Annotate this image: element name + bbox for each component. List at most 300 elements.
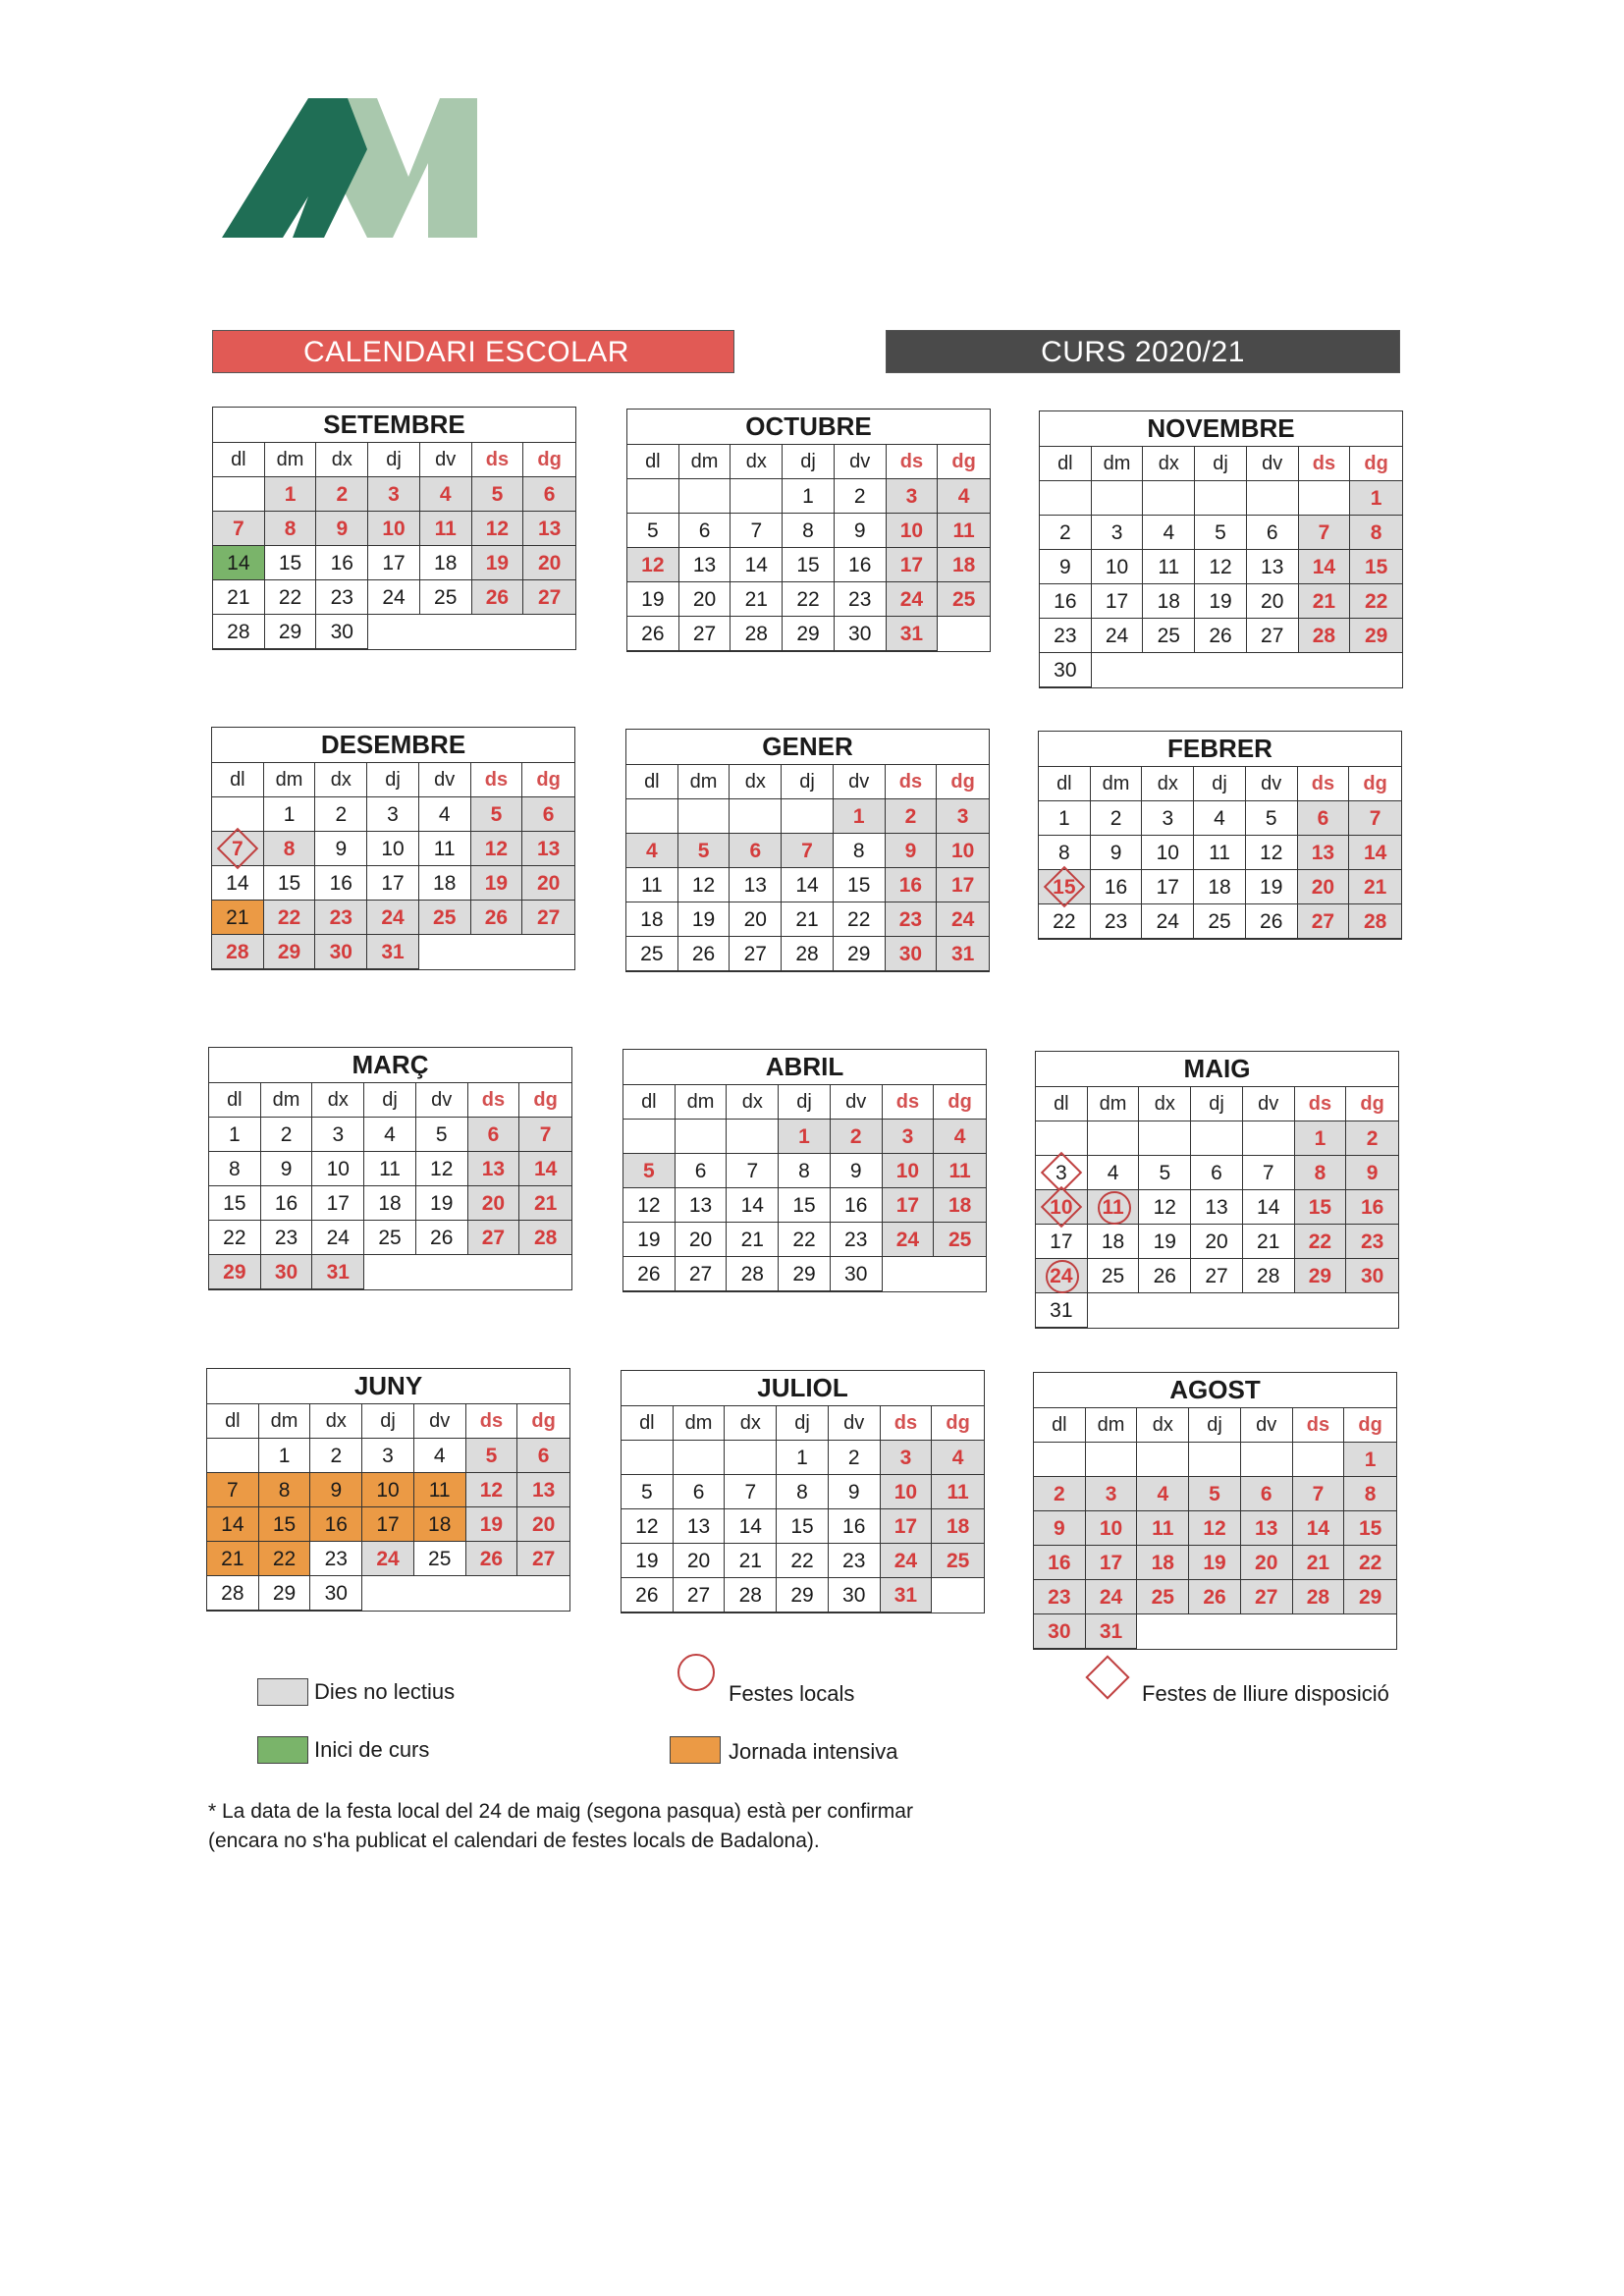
day-number: 23 [329, 906, 352, 929]
day-cell [471, 832, 523, 866]
day-cell [678, 937, 731, 971]
day-cell [1092, 584, 1144, 619]
day-cell [627, 514, 679, 548]
legend-no-lectius-swatch [257, 1678, 308, 1706]
legend-intensiva-swatch [670, 1736, 721, 1764]
day-cell [367, 935, 419, 969]
day-number: 12 [691, 874, 716, 897]
day-cell [1241, 1477, 1293, 1511]
day-number: 19 [1260, 876, 1283, 899]
day-number: 23 [330, 586, 353, 609]
day-cell [835, 514, 887, 548]
day-cell [777, 1578, 829, 1613]
day-number: 15 [272, 1513, 297, 1536]
day-header: dg [932, 1406, 984, 1441]
day-number: 1 [283, 803, 296, 826]
day-cell [316, 477, 368, 512]
day-number: 30 [330, 621, 353, 643]
day-number: 13 [688, 1194, 713, 1217]
day-cell [676, 1257, 728, 1291]
empty-cell [727, 1120, 779, 1154]
day-cell [1344, 1546, 1396, 1580]
day-cell [626, 868, 678, 902]
day-header: dg [1344, 1408, 1396, 1443]
day-cell [829, 1509, 881, 1544]
day-number: 17 [895, 1194, 920, 1217]
day-number: 12 [479, 1479, 504, 1502]
day-cell [1142, 801, 1194, 836]
trailing-empty-cell [1350, 653, 1402, 687]
day-number: 26 [641, 623, 665, 645]
day-cell [1246, 801, 1298, 836]
day-number: 5 [1265, 807, 1277, 830]
day-cell [315, 935, 367, 969]
day-number: 20 [537, 552, 562, 574]
day-cell [1299, 550, 1351, 584]
day-number: 5 [1209, 1483, 1220, 1505]
day-cell [674, 1509, 726, 1544]
day-number: 31 [899, 623, 924, 645]
day-number: 30 [1048, 1620, 1071, 1643]
day-header: dv [419, 763, 471, 797]
trailing-empty-cell [883, 1257, 935, 1291]
day-number: 12 [1203, 1517, 1226, 1540]
day-header: ds [1298, 767, 1350, 801]
day-cell [1088, 1190, 1140, 1225]
day-number: 22 [790, 1550, 814, 1572]
day-number: 25 [951, 588, 976, 611]
day-number: 9 [849, 1160, 862, 1182]
course-banner: CURS 2020/21 [886, 330, 1400, 373]
trailing-empty-cell [519, 1255, 571, 1289]
day-number: 27 [536, 906, 561, 929]
day-cell [265, 546, 317, 580]
day-cell [316, 512, 368, 546]
month-title: JUNY [207, 1369, 569, 1404]
day-number: 17 [326, 1192, 350, 1215]
day-header: dv [1246, 767, 1298, 801]
month-octubre [626, 409, 991, 652]
day-number: 2 [335, 803, 348, 826]
day-number: 24 [1050, 1265, 1073, 1287]
day-cell [523, 580, 575, 615]
day-number: 11 [1152, 1517, 1174, 1540]
day-cell [316, 580, 368, 615]
day-cell [416, 1118, 468, 1152]
day-cell [1195, 550, 1247, 584]
day-number: 31 [893, 1584, 918, 1607]
day-cell [883, 1223, 935, 1257]
day-number: 13 [1261, 556, 1284, 578]
day-cell [883, 1120, 935, 1154]
day-cell [881, 1509, 933, 1544]
day-cell [831, 1120, 883, 1154]
day-number: 19 [484, 872, 509, 895]
day-cell [834, 834, 886, 868]
day-cell [1247, 516, 1299, 550]
day-number: 20 [531, 1513, 556, 1536]
day-cell [1344, 1511, 1396, 1546]
day-number: 7 [1262, 1162, 1274, 1184]
day-number: 9 [335, 838, 348, 860]
day-number: 14 [226, 872, 249, 895]
day-cell [932, 1441, 984, 1475]
day-number: 18 [640, 908, 664, 931]
day-number: 1 [796, 1447, 808, 1469]
month-febrer [1038, 731, 1402, 940]
day-number: 14 [1306, 1517, 1330, 1540]
day-cell [1191, 1259, 1243, 1293]
day-number: 11 [379, 1158, 401, 1180]
day-header: dm [674, 1406, 726, 1441]
day-header: dv [416, 1083, 468, 1118]
day-number: 24 [1105, 625, 1129, 647]
day-number: 10 [1099, 1517, 1123, 1540]
day-cell [261, 1118, 313, 1152]
day-cell [362, 1439, 414, 1473]
day-cell [783, 514, 835, 548]
day-number: 25 [947, 1229, 972, 1251]
day-number: 20 [743, 908, 767, 931]
day-cell [1039, 904, 1091, 939]
day-cell [881, 1441, 933, 1475]
day-cell [1086, 1546, 1138, 1580]
day-cell [468, 1152, 520, 1186]
day-cell [1092, 516, 1144, 550]
day-number: 5 [641, 1481, 653, 1503]
day-number: 7 [1318, 521, 1330, 544]
day-number: 3 [388, 483, 400, 506]
day-cell [829, 1475, 881, 1509]
day-number: 23 [842, 1550, 866, 1572]
month-novembre [1039, 410, 1403, 688]
day-number: 27 [481, 1227, 506, 1249]
day-header: dv [1241, 1408, 1293, 1443]
day-cell [725, 1544, 777, 1578]
day-number: 19 [479, 1513, 504, 1536]
day-number: 10 [1050, 1196, 1073, 1219]
day-number: 21 [744, 588, 768, 611]
day-number: 23 [1054, 625, 1077, 647]
day-number: 13 [692, 554, 717, 576]
day-number: 6 [1260, 1483, 1272, 1505]
logo [220, 94, 481, 242]
day-header: dj [1191, 1087, 1243, 1121]
day-cell [1243, 1156, 1295, 1190]
day-number: 25 [434, 586, 458, 609]
day-cell [1346, 1121, 1398, 1156]
day-header: dl [207, 1404, 259, 1439]
day-cell [937, 937, 989, 971]
day-number: 7 [746, 1160, 759, 1182]
day-number: 19 [1209, 590, 1232, 613]
day-cell [1142, 870, 1194, 904]
day-header: dg [1350, 447, 1402, 481]
day-cell [419, 866, 471, 901]
day-number: 3 [956, 805, 969, 828]
day-cell [831, 1154, 883, 1188]
day-cell [1091, 836, 1143, 870]
legend-inici-label: Inici de curs [314, 1737, 430, 1762]
day-number: 30 [898, 943, 923, 965]
day-number: 2 [336, 483, 349, 506]
day-cell [517, 1542, 569, 1576]
day-cell [259, 1576, 311, 1611]
day-number: 19 [1203, 1552, 1226, 1574]
day-number: 28 [533, 1227, 558, 1249]
empty-cell [626, 799, 678, 834]
day-number: 7 [1312, 1483, 1325, 1505]
day-cell [938, 479, 990, 514]
day-number: 8 [1314, 1162, 1326, 1184]
day-cell [523, 512, 575, 546]
day-cell [727, 1154, 779, 1188]
month-title: DESEMBRE [212, 728, 574, 763]
day-cell [212, 901, 264, 935]
day-number: 23 [324, 1548, 348, 1570]
day-number: 2 [849, 1125, 862, 1148]
day-cell [1350, 516, 1402, 550]
empty-cell [674, 1441, 726, 1475]
day-cell [522, 866, 574, 901]
day-cell [727, 1223, 779, 1257]
day-cell [623, 1154, 676, 1188]
day-cell [783, 479, 835, 514]
day-cell [315, 866, 367, 901]
day-cell [932, 1544, 984, 1578]
day-cell [881, 1544, 933, 1578]
day-header: ds [887, 445, 939, 479]
day-number: 21 [226, 906, 249, 929]
day-number: 30 [324, 1582, 348, 1605]
day-number: 6 [542, 803, 555, 826]
day-number: 16 [1360, 1196, 1384, 1219]
footnote [208, 1797, 1092, 1856]
trailing-empty-cell [1293, 1614, 1345, 1649]
day-number: 26 [1203, 1586, 1226, 1609]
day-number: 11 [434, 518, 457, 540]
day-cell [1040, 584, 1092, 619]
day-number: 27 [531, 1548, 556, 1570]
day-header: dx [316, 443, 368, 477]
day-cell [207, 1542, 259, 1576]
empty-cell [622, 1441, 674, 1475]
day-number: 4 [957, 485, 970, 508]
day-header: dg [1346, 1087, 1398, 1121]
day-cell [627, 617, 679, 651]
day-header: ds [1293, 1408, 1345, 1443]
day-cell [207, 1473, 259, 1507]
day-cell [212, 832, 264, 866]
day-cell [1195, 516, 1247, 550]
day-number: 14 [795, 874, 819, 897]
day-number: 22 [847, 908, 871, 931]
day-number: 9 [1366, 1162, 1379, 1184]
day-cell [835, 548, 887, 582]
day-number: 15 [1308, 1196, 1332, 1219]
day-header: dv [1247, 447, 1299, 481]
empty-cell [678, 799, 731, 834]
day-number: 20 [1255, 1552, 1278, 1574]
day-header: dg [938, 445, 990, 479]
trailing-empty-cell [414, 1576, 466, 1611]
day-cell [730, 902, 782, 937]
day-number: 17 [1156, 876, 1179, 899]
day-cell [466, 1507, 518, 1542]
day-number: 29 [277, 941, 301, 963]
day-number: 27 [537, 586, 562, 609]
day-cell [783, 548, 835, 582]
day-number: 6 [698, 519, 711, 542]
day-cell [1034, 1614, 1086, 1649]
day-header: dg [522, 763, 574, 797]
day-cell [1189, 1477, 1241, 1511]
day-cell [1295, 1121, 1347, 1156]
day-cell [367, 866, 419, 901]
day-number: 15 [792, 1194, 816, 1217]
day-header: ds [1295, 1087, 1347, 1121]
month-gener [625, 729, 990, 972]
day-cell [1086, 1511, 1138, 1546]
day-header: dv [414, 1404, 466, 1439]
day-number: 5 [485, 1445, 498, 1467]
day-cell [261, 1221, 313, 1255]
day-cell [1295, 1190, 1347, 1225]
day-cell [727, 1257, 779, 1291]
day-cell [679, 548, 731, 582]
day-number: 26 [637, 1263, 661, 1285]
day-number: 25 [1151, 1586, 1174, 1609]
day-header: dl [213, 443, 265, 477]
day-header: dl [622, 1406, 674, 1441]
empty-cell [627, 479, 679, 514]
day-number: 19 [691, 908, 716, 931]
month-setembre [212, 407, 576, 650]
footnote-line-1: * La data de la festa local del 24 de maig (segona pasqua) està per confirmar [208, 1800, 913, 1823]
day-number: 3 [905, 485, 918, 508]
day-number: 26 [635, 1584, 659, 1607]
day-cell [1137, 1580, 1189, 1614]
day-number: 8 [284, 518, 297, 540]
day-number: 31 [950, 943, 975, 965]
day-number: 9 [1110, 842, 1122, 864]
day-header: ds [1299, 447, 1351, 481]
trailing-empty-cell [1088, 1293, 1140, 1328]
empty-cell [1034, 1443, 1086, 1477]
day-cell [414, 1473, 466, 1507]
day-header: dx [315, 763, 367, 797]
day-number: 26 [484, 906, 509, 929]
day-number: 24 [382, 586, 406, 609]
day-cell [938, 582, 990, 617]
day-number: 16 [329, 872, 352, 895]
day-number: 5 [491, 483, 504, 506]
day-cell [364, 1118, 416, 1152]
day-number: 12 [635, 1515, 659, 1538]
day-cell [626, 834, 678, 868]
day-number: 23 [848, 588, 872, 611]
day-number: 17 [899, 554, 924, 576]
day-cell [1246, 870, 1298, 904]
day-cell [1039, 801, 1091, 836]
day-number: 18 [946, 1515, 970, 1538]
day-number: 6 [1211, 1162, 1222, 1184]
empty-cell [1293, 1443, 1345, 1477]
day-header: dx [312, 1083, 364, 1118]
day-number: 2 [904, 805, 917, 828]
day-header: dg [934, 1085, 986, 1120]
month-abril [623, 1049, 987, 1292]
day-number: 23 [844, 1229, 868, 1251]
day-header: dm [1086, 1408, 1138, 1443]
day-number: 23 [1104, 910, 1128, 933]
day-cell [1139, 1156, 1191, 1190]
day-cell [265, 512, 317, 546]
day-cell [731, 582, 783, 617]
empty-cell [207, 1439, 259, 1473]
day-cell [312, 1152, 364, 1186]
day-cell [834, 902, 886, 937]
trailing-empty-cell [522, 935, 574, 969]
day-number: 28 [1257, 1265, 1280, 1287]
day-cell [779, 1120, 831, 1154]
day-number: 4 [1163, 521, 1175, 544]
day-header: dm [1088, 1087, 1140, 1121]
day-number: 24 [893, 1550, 918, 1572]
day-cell [725, 1509, 777, 1544]
day-cell [517, 1507, 569, 1542]
day-number: 27 [743, 943, 767, 965]
day-number: 30 [1360, 1265, 1384, 1287]
day-number: 18 [1208, 876, 1231, 899]
day-cell [835, 582, 887, 617]
day-header: dg [937, 765, 989, 799]
day-number: 4 [1214, 807, 1225, 830]
day-number: 6 [1317, 807, 1329, 830]
day-number: 7 [233, 518, 244, 540]
trailing-empty-cell [466, 1576, 518, 1611]
day-cell [731, 548, 783, 582]
day-number: 20 [692, 588, 717, 611]
day-cell [368, 477, 420, 512]
day-number: 5 [1159, 1162, 1171, 1184]
empty-cell [730, 799, 782, 834]
day-header: dm [261, 1083, 313, 1118]
empty-cell [1036, 1121, 1088, 1156]
day-cell [1034, 1511, 1086, 1546]
day-cell [829, 1544, 881, 1578]
day-cell [1191, 1225, 1243, 1259]
day-header: dx [727, 1085, 779, 1120]
day-header: dj [367, 763, 419, 797]
day-cell [264, 935, 316, 969]
day-cell [264, 866, 316, 901]
day-cell [416, 1221, 468, 1255]
day-cell [472, 512, 524, 546]
day-number: 1 [798, 1125, 810, 1148]
day-number: 27 [1205, 1265, 1228, 1287]
day-number: 15 [1053, 876, 1076, 899]
day-cell [264, 832, 316, 866]
day-cell [1036, 1225, 1088, 1259]
day-number: 25 [1208, 910, 1231, 933]
day-number: 15 [223, 1192, 246, 1215]
day-cell [1293, 1477, 1345, 1511]
day-number: 6 [692, 1481, 705, 1503]
day-cell [259, 1439, 311, 1473]
day-number: 7 [744, 1481, 757, 1503]
day-header: dj [362, 1404, 414, 1439]
